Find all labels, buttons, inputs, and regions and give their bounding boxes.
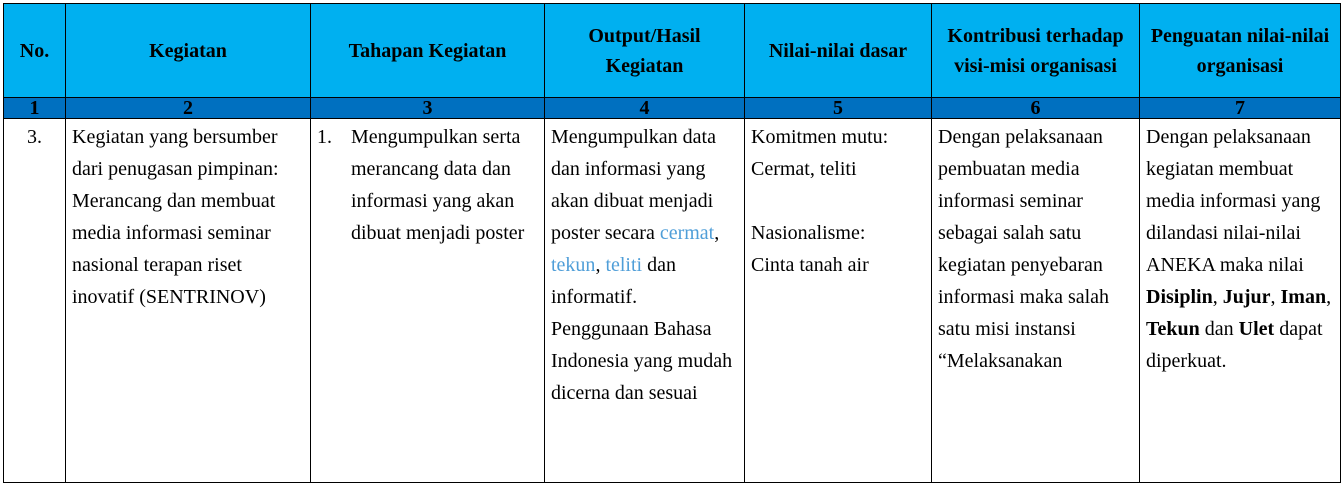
- highlight-word: teliti: [605, 254, 643, 276]
- header-no: No.: [4, 4, 66, 98]
- separator: ,: [1212, 286, 1223, 308]
- column-number: 2: [66, 98, 311, 119]
- cell-penguatan: [1140, 119, 1341, 483]
- cell-kontribusi: Dengan pelaksanaan pembuatan media informasi seminar sebagai salah satu kegiatan penyebaran informasi maka salah satu misi instansi “Melaksanakan: [932, 119, 1140, 483]
- bold-value: Iman: [1280, 286, 1327, 308]
- output-text: dan informatif. Penggunaan Bahasa Indonesia yang mudah dicerna dan sesuai: [551, 254, 733, 404]
- header-kegiatan: Kegiatan: [66, 4, 311, 98]
- column-number: 5: [745, 98, 932, 119]
- header-row: [4, 4, 1341, 98]
- separator: dan: [1199, 318, 1239, 340]
- header-kontribusi: Kontribusi terhadap visi-misi organisasi: [932, 4, 1140, 98]
- column-number: 6: [932, 98, 1140, 119]
- column-number: 3: [311, 98, 545, 119]
- header-output-hasil: Output/Hasil Kegiatan: [545, 4, 745, 98]
- cell-no: 3.: [4, 119, 66, 483]
- penguatan-text: dapat diperkuat.: [1146, 318, 1323, 372]
- highlight-word: cermat: [659, 222, 715, 244]
- nilai-label: Nasionalisme:: [751, 222, 866, 244]
- penguatan-text: Dengan pelaksanaan kegiatan membuat media informasi yang dilandasi nilai-nilai ANEKA maka nilai: [1146, 126, 1321, 276]
- column-number-row: [4, 98, 1341, 119]
- column-number: 4: [545, 98, 745, 119]
- cell-tahapan: [311, 119, 545, 483]
- step-item: [317, 121, 538, 249]
- bold-value: Ulet: [1238, 318, 1275, 340]
- separator: ,: [714, 222, 720, 244]
- activity-table: [3, 3, 1341, 483]
- cell-output: [545, 119, 745, 483]
- cell-kegiatan: Kegiatan yang bersumber dari penugasan pimpinan: Merancang dan membuat media informasi seminar nasional terapan riset inovatif (SENTRINOV): [66, 119, 311, 483]
- step-marker: 1.: [317, 126, 332, 148]
- column-number: 7: [1140, 98, 1341, 119]
- output-text: Mengumpulkan data dan informasi yang akan dibuat menjadi poster secara: [551, 126, 716, 244]
- bold-value: Tekun: [1146, 318, 1200, 340]
- bold-value: Disiplin: [1146, 286, 1213, 308]
- header-penguatan: Penguatan nilai-nilai organisasi: [1140, 4, 1341, 98]
- nilai-value: Cermat, teliti: [751, 158, 857, 180]
- nilai-value: Cinta tanah air: [751, 254, 869, 276]
- header-tahapan-kegiatan: Tahapan Kegiatan: [311, 4, 545, 98]
- column-number: 1: [4, 98, 66, 119]
- highlight-word: tekun: [551, 254, 596, 276]
- nilai-label: Komitmen mutu:: [751, 126, 889, 148]
- separator: ,: [1326, 286, 1332, 308]
- step-text: Mengumpulkan serta merancang data dan informasi yang akan dibuat menjadi poster: [351, 126, 525, 244]
- table-row: [4, 119, 1341, 483]
- bold-value: Jujur: [1222, 286, 1271, 308]
- header-nilai-dasar: Nilai-nilai dasar: [745, 4, 932, 98]
- separator: ,: [595, 254, 606, 276]
- cell-nilai-dasar: [745, 119, 932, 483]
- separator: ,: [1270, 286, 1281, 308]
